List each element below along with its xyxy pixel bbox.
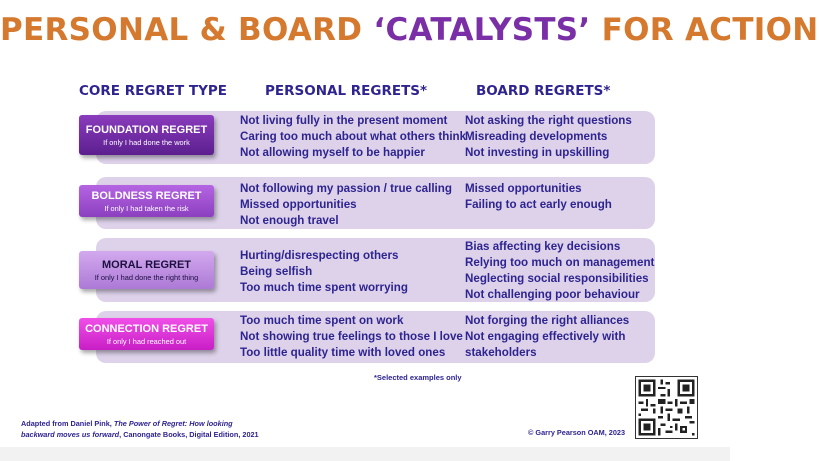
list-item: Misreading developments bbox=[465, 130, 608, 143]
column-header-board: BOARD REGRETS* bbox=[476, 83, 611, 99]
list-item: Failing to act early enough bbox=[465, 198, 612, 211]
regret-type-name: FOUNDATION REGRET bbox=[85, 123, 208, 136]
column-header-personal: PERSONAL REGRETS* bbox=[265, 83, 428, 99]
regret-type-label bbox=[79, 318, 214, 350]
regret-type-subtitle: If only I had done the right thing bbox=[94, 272, 199, 282]
list-item: Too much time spent worrying bbox=[240, 281, 408, 294]
personal-regrets-list bbox=[240, 248, 408, 296]
list-item: Caring too much about what others think bbox=[240, 130, 467, 143]
regret-type-subtitle: If only I had reached out bbox=[106, 336, 187, 346]
list-item: Not allowing myself to be happier bbox=[240, 146, 425, 159]
list-item: Too little quality time with loved ones bbox=[240, 346, 446, 359]
regret-type-name: BOLDNESS REGRET bbox=[91, 189, 202, 202]
personal-regrets-list bbox=[240, 113, 466, 161]
regret-type-subtitle: If only I had taken the risk bbox=[104, 203, 189, 213]
regret-type-label bbox=[79, 115, 214, 155]
board-regrets-list bbox=[465, 239, 654, 303]
personal-regrets-list bbox=[240, 181, 452, 229]
list-item: Not investing in upskilling bbox=[465, 146, 610, 159]
regret-type-label bbox=[79, 251, 214, 289]
source-citation: Adapted from Daniel Pink, The Power of Regret: How looking backward moves us forward, Canongate Books, Digital Edition, 2021 bbox=[21, 419, 259, 439]
board-regrets-list bbox=[465, 113, 632, 161]
title-accent: ‘CATALYSTS’ bbox=[373, 12, 591, 48]
list-item: Bias affecting key decisions bbox=[465, 240, 621, 253]
page-title: PERSONAL & BOARD ‘CATALYSTS’ FOR ACTION bbox=[0, 12, 819, 48]
bottom-strip bbox=[0, 447, 730, 461]
list-item: Being selfish bbox=[240, 265, 313, 278]
list-item: Not engaging effectively with bbox=[465, 330, 626, 343]
regret-type-subtitle: If only I had done the work bbox=[103, 137, 190, 147]
list-item: Not challenging poor behaviour bbox=[465, 288, 640, 301]
copyright: © Garry Pearson OAM, 2023 bbox=[528, 428, 626, 437]
column-header-core: CORE REGRET TYPE bbox=[79, 83, 228, 99]
list-item: Not showing true feelings to those I love bbox=[240, 330, 463, 343]
qr-code-icon bbox=[635, 376, 698, 439]
board-regrets-list bbox=[465, 313, 629, 361]
list-item: stakeholders bbox=[465, 346, 537, 359]
personal-regrets-list bbox=[240, 313, 463, 361]
regret-type-label bbox=[79, 185, 214, 217]
regret-type-name: MORAL REGRET bbox=[101, 258, 192, 271]
list-item: Too much time spent on work bbox=[240, 314, 404, 327]
list-item: Not enough travel bbox=[240, 214, 339, 227]
list-item: Not living fully in the present moment bbox=[240, 114, 448, 127]
list-item: Not following my passion / true calling bbox=[240, 182, 452, 195]
list-item: Hurting/disrespecting others bbox=[240, 249, 399, 262]
list-item: Missed opportunities bbox=[240, 198, 357, 211]
list-item: Relying too much on management bbox=[465, 256, 655, 269]
regret-type-name: CONNECTION REGRET bbox=[85, 322, 208, 335]
list-item: Not asking the right questions bbox=[465, 114, 632, 127]
footnote: *Selected examples only bbox=[374, 373, 462, 382]
board-regrets-list bbox=[465, 181, 612, 213]
list-item: Not forging the right alliances bbox=[465, 314, 630, 327]
list-item: Missed opportunities bbox=[465, 182, 582, 195]
list-item: Neglecting social responsibilities bbox=[465, 272, 649, 285]
